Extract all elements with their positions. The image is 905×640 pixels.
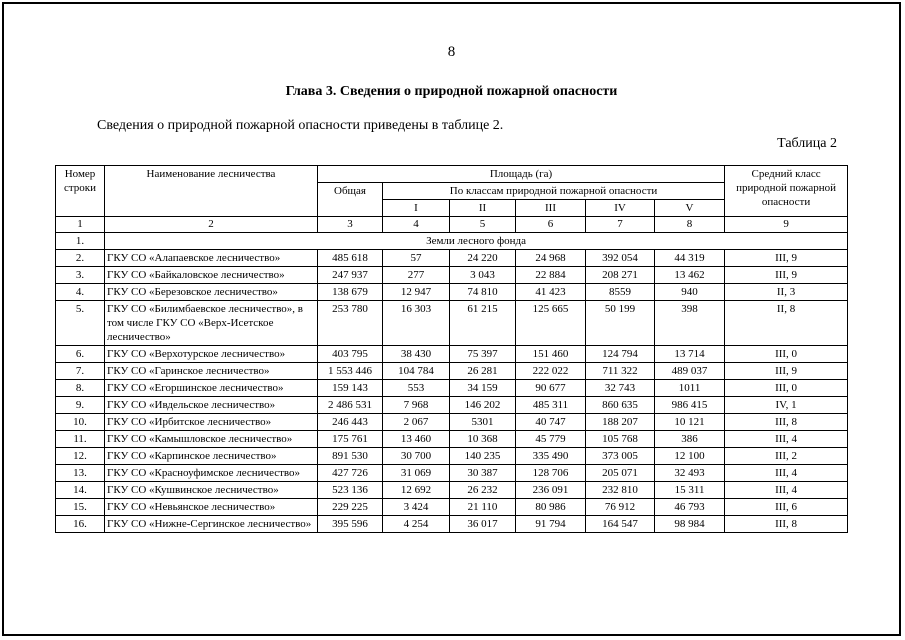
column-number: 8 — [655, 217, 725, 233]
header-class-5: V — [655, 200, 725, 217]
area-class-5: 46 793 — [655, 499, 725, 516]
area-class-3: 91 794 — [516, 516, 586, 533]
area-class-5: 44 319 — [655, 250, 725, 267]
forestry-name: ГКУ СО «Кушвинское лесничество» — [105, 482, 318, 499]
avg-class: III, 0 — [725, 380, 848, 397]
column-number: 1 — [56, 217, 105, 233]
section-row — [56, 233, 848, 250]
column-number: 5 — [450, 217, 516, 233]
avg-class: III, 4 — [725, 482, 848, 499]
area-class-4: 8559 — [586, 284, 655, 301]
header-avg-class-line3: опасности — [761, 196, 811, 208]
header-class-4: IV — [586, 200, 655, 217]
forestry-name: ГКУ СО «Камышловское лесничество» — [105, 431, 318, 448]
area-class-3: 24 968 — [516, 250, 586, 267]
area-total: 395 596 — [318, 516, 383, 533]
row-number: 6. — [56, 346, 105, 363]
forestry-name: ГКУ СО «Невьянское лесничество» — [105, 499, 318, 516]
row-number: 4. — [56, 284, 105, 301]
header-name: Наименование лесничества — [105, 166, 318, 217]
row-number: 3. — [56, 267, 105, 284]
forestry-name: ГКУ СО «Егоршинское лесничество» — [105, 380, 318, 397]
avg-class: II, 3 — [725, 284, 848, 301]
area-class-4: 711 322 — [586, 363, 655, 380]
column-number: 6 — [516, 217, 586, 233]
area-class-4: 76 912 — [586, 499, 655, 516]
area-class-1: 31 069 — [383, 465, 450, 482]
table-row — [56, 431, 848, 448]
header-area: Площадь (га) — [318, 166, 725, 183]
area-class-2: 61 215 — [450, 301, 516, 346]
row-number: 12. — [56, 448, 105, 465]
area-class-5: 398 — [655, 301, 725, 346]
area-class-1: 38 430 — [383, 346, 450, 363]
forestry-name: ГКУ СО «Билимбаевское лесничество», в том числе ГКУ СО «Верх-Исетское лесничество» — [105, 301, 318, 346]
area-class-3: 125 665 — [516, 301, 586, 346]
header-row-number-line1: Номер — [64, 168, 96, 180]
avg-class: III, 4 — [725, 465, 848, 482]
area-class-1: 277 — [383, 267, 450, 284]
table-row — [56, 346, 848, 363]
area-class-3: 45 779 — [516, 431, 586, 448]
area-class-4: 32 743 — [586, 380, 655, 397]
area-class-5: 1011 — [655, 380, 725, 397]
area-class-2: 140 235 — [450, 448, 516, 465]
area-total: 1 553 446 — [318, 363, 383, 380]
area-class-1: 7 968 — [383, 397, 450, 414]
area-class-3: 236 091 — [516, 482, 586, 499]
area-total: 246 443 — [318, 414, 383, 431]
area-class-2: 24 220 — [450, 250, 516, 267]
column-number: 4 — [383, 217, 450, 233]
area-class-2: 26 232 — [450, 482, 516, 499]
header-row-number — [56, 166, 105, 217]
area-class-2: 3 043 — [450, 267, 516, 284]
area-class-5: 10 121 — [655, 414, 725, 431]
table-row — [56, 448, 848, 465]
row-number: 15. — [56, 499, 105, 516]
avg-class: III, 9 — [725, 250, 848, 267]
forestry-name: ГКУ СО «Ирбитское лесничество» — [105, 414, 318, 431]
area-class-4: 373 005 — [586, 448, 655, 465]
area-class-1: 4 254 — [383, 516, 450, 533]
area-class-5: 13 462 — [655, 267, 725, 284]
area-class-3: 335 490 — [516, 448, 586, 465]
area-total: 253 780 — [318, 301, 383, 346]
forestry-name: ГКУ СО «Гаринское лесничество» — [105, 363, 318, 380]
section-number: 1. — [56, 233, 105, 250]
column-number: 3 — [318, 217, 383, 233]
column-number: 2 — [105, 217, 318, 233]
header-row-number-line2: строки — [63, 182, 97, 194]
forestry-name: ГКУ СО «Красноуфимское лесничество» — [105, 465, 318, 482]
area-class-4: 50 199 — [586, 301, 655, 346]
forestry-name: ГКУ СО «Ивдельское лесничество» — [105, 397, 318, 414]
avg-class: II, 8 — [725, 301, 848, 346]
header-class-2: II — [450, 200, 516, 217]
area-class-5: 32 493 — [655, 465, 725, 482]
header-total: Общая — [318, 183, 383, 217]
area-class-5: 489 037 — [655, 363, 725, 380]
avg-class: IV, 1 — [725, 397, 848, 414]
area-class-5: 12 100 — [655, 448, 725, 465]
row-number: 10. — [56, 414, 105, 431]
table-row — [56, 465, 848, 482]
table-row — [56, 380, 848, 397]
avg-class: III, 9 — [725, 363, 848, 380]
area-class-2: 146 202 — [450, 397, 516, 414]
forestry-name: ГКУ СО «Верхотурское лесничество» — [105, 346, 318, 363]
row-number: 2. — [56, 250, 105, 267]
area-total: 229 225 — [318, 499, 383, 516]
area-class-2: 5301 — [450, 414, 516, 431]
table-row — [56, 284, 848, 301]
area-class-3: 128 706 — [516, 465, 586, 482]
area-class-5: 986 415 — [655, 397, 725, 414]
table-row — [56, 499, 848, 516]
area-class-3: 80 986 — [516, 499, 586, 516]
avg-class: III, 8 — [725, 414, 848, 431]
area-class-3: 90 677 — [516, 380, 586, 397]
area-class-4: 232 810 — [586, 482, 655, 499]
area-class-2: 30 387 — [450, 465, 516, 482]
table-row — [56, 397, 848, 414]
chapter-title: Глава 3. Сведения о природной пожарной опасности — [285, 84, 618, 99]
area-total: 485 618 — [318, 250, 383, 267]
table-row — [56, 301, 848, 346]
area-class-2: 74 810 — [450, 284, 516, 301]
intro-text: Сведения о природной пожарной опасности приведены в таблице 2. — [97, 118, 504, 133]
area-class-2: 10 368 — [450, 431, 516, 448]
area-class-5: 98 984 — [655, 516, 725, 533]
area-class-3: 22 884 — [516, 267, 586, 284]
area-total: 159 143 — [318, 380, 383, 397]
area-class-1: 12 947 — [383, 284, 450, 301]
area-total: 175 761 — [318, 431, 383, 448]
section-title: Земли лесного фонда — [105, 233, 848, 250]
area-class-4: 860 635 — [586, 397, 655, 414]
forestry-name: ГКУ СО «Карпинское лесничество» — [105, 448, 318, 465]
area-total: 2 486 531 — [318, 397, 383, 414]
area-class-3: 485 311 — [516, 397, 586, 414]
area-class-3: 151 460 — [516, 346, 586, 363]
area-class-4: 188 207 — [586, 414, 655, 431]
area-total: 247 937 — [318, 267, 383, 284]
column-number: 9 — [725, 217, 848, 233]
fire-danger-table — [55, 165, 848, 533]
row-number: 14. — [56, 482, 105, 499]
area-class-1: 553 — [383, 380, 450, 397]
avg-class: III, 9 — [725, 267, 848, 284]
area-total: 138 679 — [318, 284, 383, 301]
area-class-3: 222 022 — [516, 363, 586, 380]
area-class-1: 104 784 — [383, 363, 450, 380]
avg-class: III, 4 — [725, 431, 848, 448]
row-number: 11. — [56, 431, 105, 448]
avg-class: III, 2 — [725, 448, 848, 465]
header-class-3: III — [516, 200, 586, 217]
area-class-2: 36 017 — [450, 516, 516, 533]
area-class-2: 75 397 — [450, 346, 516, 363]
area-class-4: 124 794 — [586, 346, 655, 363]
row-number: 13. — [56, 465, 105, 482]
table-row — [56, 250, 848, 267]
area-class-5: 13 714 — [655, 346, 725, 363]
row-number: 8. — [56, 380, 105, 397]
forestry-name: ГКУ СО «Березовское лесничество» — [105, 284, 318, 301]
area-class-3: 41 423 — [516, 284, 586, 301]
row-number: 9. — [56, 397, 105, 414]
avg-class: III, 8 — [725, 516, 848, 533]
area-class-1: 13 460 — [383, 431, 450, 448]
area-total: 891 530 — [318, 448, 383, 465]
area-class-4: 105 768 — [586, 431, 655, 448]
forestry-name: ГКУ СО «Байкаловское лесничество» — [105, 267, 318, 284]
header-class-1: I — [383, 200, 450, 217]
area-class-1: 16 303 — [383, 301, 450, 346]
table-row — [56, 516, 848, 533]
page-number: 8 — [447, 44, 456, 60]
area-class-1: 30 700 — [383, 448, 450, 465]
area-class-1: 12 692 — [383, 482, 450, 499]
area-total: 403 795 — [318, 346, 383, 363]
header-avg-class-line2: природной пожарной — [736, 182, 837, 194]
area-class-5: 386 — [655, 431, 725, 448]
area-class-4: 205 071 — [586, 465, 655, 482]
area-class-2: 34 159 — [450, 380, 516, 397]
row-number: 7. — [56, 363, 105, 380]
table-body — [56, 217, 848, 533]
area-class-5: 15 311 — [655, 482, 725, 499]
forestry-name: ГКУ СО «Алапаевское лесничество» — [105, 250, 318, 267]
avg-class: III, 0 — [725, 346, 848, 363]
area-class-2: 21 110 — [450, 499, 516, 516]
row-number: 16. — [56, 516, 105, 533]
row-number: 5. — [56, 301, 105, 346]
table-row — [56, 363, 848, 380]
avg-class: III, 6 — [725, 499, 848, 516]
table-row — [56, 482, 848, 499]
header-by-class: По классам природной пожарной опасности — [383, 183, 725, 200]
area-class-1: 2 067 — [383, 414, 450, 431]
area-class-4: 208 271 — [586, 267, 655, 284]
area-class-3: 40 747 — [516, 414, 586, 431]
header-avg-class-line1: Средний класс — [751, 168, 821, 180]
table-row — [56, 414, 848, 431]
header-avg-class — [725, 166, 848, 217]
area-total: 427 726 — [318, 465, 383, 482]
area-class-5: 940 — [655, 284, 725, 301]
table-caption: Таблица 2 — [777, 136, 837, 151]
table-row — [56, 267, 848, 284]
area-total: 523 136 — [318, 482, 383, 499]
forestry-name: ГКУ СО «Нижне-Сергинское лесничество» — [105, 516, 318, 533]
area-class-1: 3 424 — [383, 499, 450, 516]
column-number: 7 — [586, 217, 655, 233]
area-class-2: 26 281 — [450, 363, 516, 380]
area-class-4: 392 054 — [586, 250, 655, 267]
area-class-1: 57 — [383, 250, 450, 267]
area-class-4: 164 547 — [586, 516, 655, 533]
column-number-row — [56, 217, 848, 233]
